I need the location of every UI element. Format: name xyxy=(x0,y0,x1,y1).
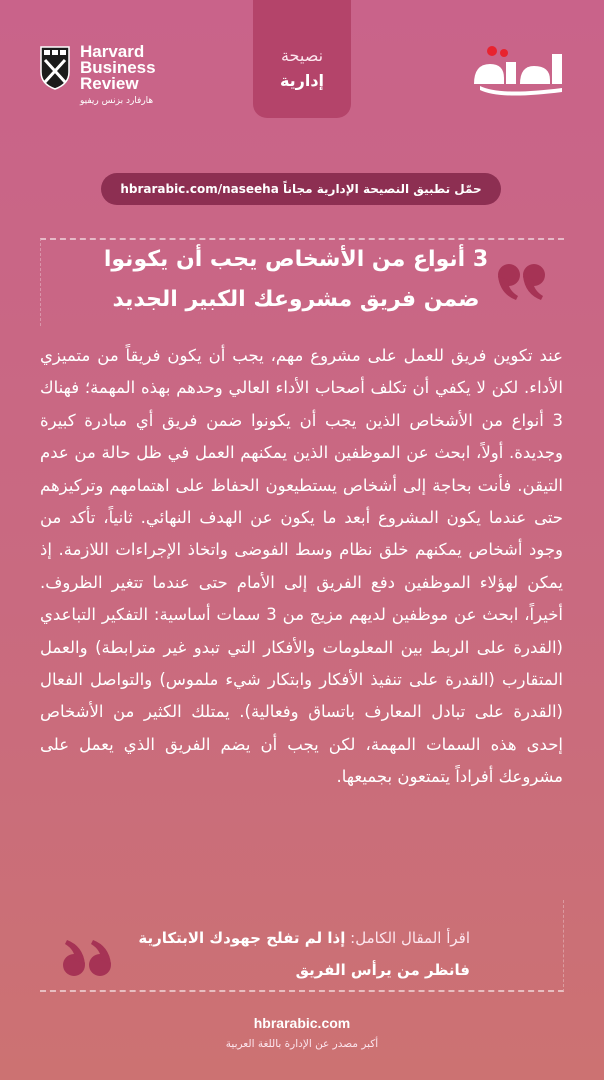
read-more-prefix: اقرأ المقال الكامل: xyxy=(350,929,470,947)
read-more-article-link[interactable]: إذا لم تفلح جهودك الابتكارية فانظر من يرأس الفريق xyxy=(138,929,470,979)
hbr-logo-line: Business xyxy=(80,58,156,77)
hbr-logo-line: Review xyxy=(80,74,139,93)
hbr-wordmark xyxy=(80,44,156,92)
headline-line2: ضمن فريق مشروعك الكبير الجديد xyxy=(112,287,480,312)
quote-close-icon xyxy=(60,938,114,978)
category-tab-line2: إدارية xyxy=(279,71,325,90)
site-tagline: أكبر مصدر عن الإدارة باللغة العربية xyxy=(225,1038,379,1050)
quote-open-icon xyxy=(496,262,548,302)
headline-line1: 3 أنواع من الأشخاص يجب أن يكونوا xyxy=(103,247,489,272)
headline xyxy=(90,240,502,320)
hbr-logo-line: Harvard xyxy=(80,42,145,61)
body-paragraph: عند تكوين فريق للعمل على مشروع مهم، يجب أن يكون فريقاً من متميزي الأداء. لكن لا يكفي أن تكلف أصحاب الأداء العالي وحدهم بهذه المهمة؛ فهناك 3 أنواع من الأشخاص الذين يجب أن يكونوا ضمن فريق أي مبادرة كبيرة وجديدة. أولاً، ابحث عن الموظفين الذين يمكنهم العمل في ظل حالة من عدم التيقن. فأنت بحاجة إلى أشخاص يستطيعون الحفاظ على اهتمامهم وتركيزهم حتى عندما يكون المشروع أبعد ما يكون عن الهدف النهائي. ثانياً، تأكد من وجود أشخاص يمكنهم خلق نظام وسط الفوضى واتخاذ الإجراءات اللازمة. إذ يمكن لهؤلاء الموظفين دفع الفريق إلى الأمام حتى عندما تتغير الظروف. أخيراً، ابحث عن موظفين لديهم مزيج من 3 سمات أساسية: التفكير التباعدي (القدرة على الربط بين المعلومات والأفكار التي تبدو غير مترابطة) والعمل المتقارب (القدرة على تنفيذ الأفكار وابتكار شيء ملموس) والتواصل الفعال (القدرة على تبادل المعارف باتساق وفعالية). يمتلك الكثير من الأشخاص إحدى هذه السمات المهمة، لكن يجب أن يضم الفريق الذي يعمل على مشروعك أفراداً يتمتعون بجميعها. xyxy=(40,346,563,787)
magazine-logo[interactable] xyxy=(470,44,570,98)
hbr-logo[interactable] xyxy=(40,44,190,114)
hbr-shield-icon xyxy=(40,46,70,90)
app-download-banner[interactable]: حمّل تطبيق النصيحة الإدارية مجاناً hbrarabic.com/naseeha xyxy=(101,173,501,205)
category-tab-line1: نصيحة xyxy=(280,46,324,65)
category-tab xyxy=(253,0,351,118)
hbr-logo-arabic: هارفارد بزنس ريفيو xyxy=(80,96,154,106)
read-more xyxy=(130,922,470,986)
site-url[interactable]: hbrarabic.com xyxy=(253,1015,351,1031)
